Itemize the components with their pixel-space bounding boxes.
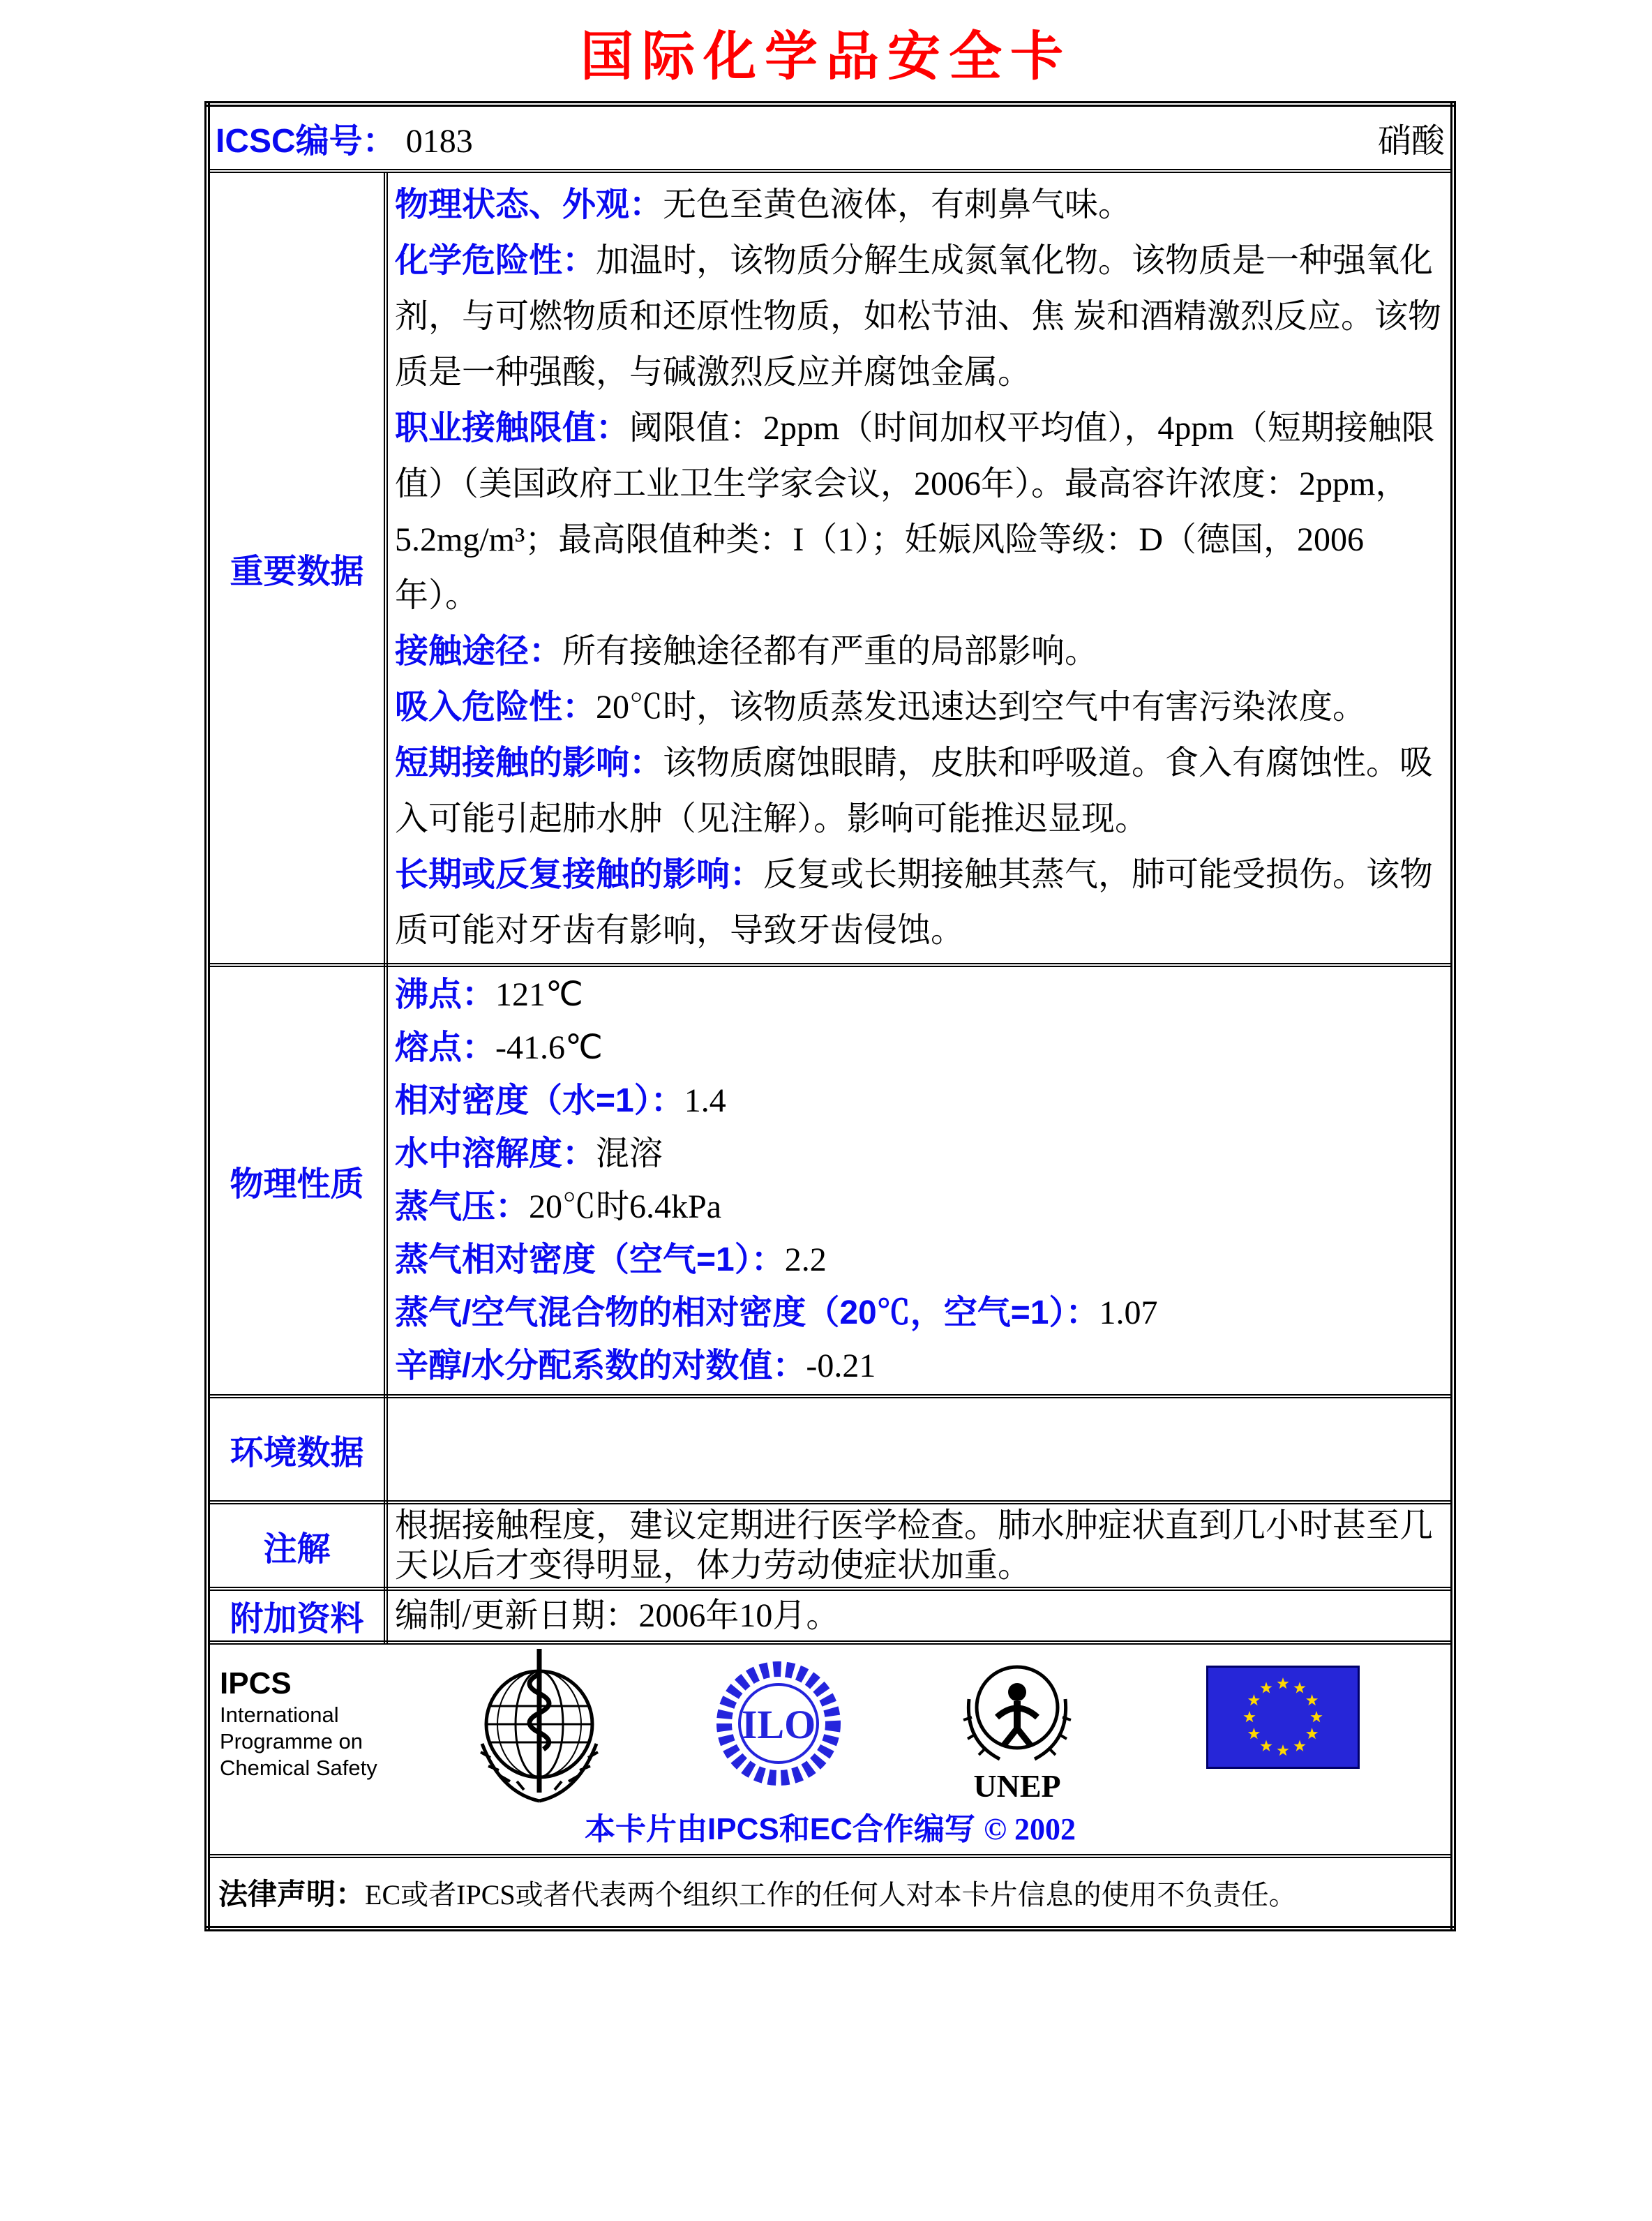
- entry-heading: 蒸气/空气混合物的相对密度（20℃，空气=1）：: [395, 1294, 1099, 1331]
- physical-property-entry: [395, 1128, 1443, 1181]
- entry-text: 20℃时，该物质蒸发迅速达到空气中有害污染浓度。: [596, 689, 1367, 726]
- environmental-data-content: [386, 1396, 1453, 1502]
- entry-text: 20℃时6.4kPa: [529, 1188, 722, 1225]
- additional-info-label: 附加资料: [207, 1589, 386, 1643]
- physical-property-entry: [395, 1022, 1443, 1075]
- entry-text: 该物质腐蚀眼睛，皮肤和呼吸道。食入有腐蚀性。吸入可能引起肺水肿（见注解）。影响可能推迟显现。: [395, 745, 1434, 837]
- physical-property-entry: [395, 1075, 1443, 1128]
- ilo-logo-text: ILO: [741, 1702, 816, 1747]
- important-data-entry: [395, 624, 1443, 680]
- physical-property-entry: [395, 1234, 1443, 1287]
- additional-info-content: [386, 1589, 1453, 1643]
- notes-label: 注解: [207, 1502, 386, 1589]
- physical-properties-content: [386, 965, 1453, 1396]
- entry-heading: 职业接触限值：: [395, 410, 630, 447]
- important-data-entry: [395, 401, 1443, 624]
- entry-text: 1.07: [1099, 1294, 1158, 1331]
- entry-heading: 物理状态、外观：: [395, 186, 663, 223]
- physical-properties-row: [207, 965, 1453, 1396]
- chemical-name: 硝酸: [1377, 123, 1445, 160]
- notes-row: [207, 1502, 1453, 1589]
- icsc-number-group: [216, 114, 473, 162]
- entry-text: 阈限值：2ppm（时间加权平均值），4ppm（短期接触限值）（美国政府工业卫生学家会议，2006年）。最高容许浓度：2ppm，5.2mg/m³；最高限值种类：I（1）；妊娠风险等级：D（德国，2006年）。: [395, 410, 1435, 614]
- logos-row: [207, 1643, 1453, 1856]
- ipcs-text-block: [220, 1666, 377, 1781]
- entry-heading: 辛醇/水分配系数的对数值：: [395, 1347, 806, 1384]
- icsc-number-label: ICSC编号：: [216, 123, 396, 160]
- important-data-entry: [395, 680, 1443, 735]
- important-data-entry: [395, 847, 1443, 959]
- entry-heading: 熔点：: [395, 1029, 496, 1066]
- icsc-number-value: 0183: [405, 123, 473, 160]
- entry-heading: 吸入危险性：: [395, 689, 596, 726]
- ipcs-line: Chemical Safety: [220, 1756, 377, 1780]
- notes-content: [386, 1502, 1453, 1589]
- important-data-entry: [395, 233, 1443, 401]
- legal-label: 法律声明：: [218, 1877, 366, 1910]
- legal-content: [207, 1856, 1453, 1929]
- important-data-content: [386, 171, 1453, 965]
- ipcs-heading: IPCS: [220, 1666, 292, 1700]
- entry-text: -41.6℃: [495, 1029, 603, 1066]
- notes-text: 根据接触程度，建议定期进行医学检查。肺水肿症状直到几小时甚至几天以后才变得明显，体力劳动使症状加重。: [395, 1507, 1434, 1584]
- entry-text: -0.21: [806, 1347, 876, 1384]
- entry-heading: 水中溶解度：: [395, 1135, 596, 1172]
- legal-text: EC或者IPCS或者代表两个组织工作的任何人对本卡片信息的使用不负责任。: [365, 1878, 1297, 1910]
- additional-info-row: [207, 1589, 1453, 1643]
- entry-heading: 蒸气压：: [395, 1188, 530, 1225]
- card-caption-text: 本卡片由IPCS和EC合作编写: [585, 1812, 975, 1846]
- important-data-label: 重要数据: [207, 171, 386, 965]
- entry-heading: 长期或反复接触的影响：: [395, 856, 764, 893]
- entry-text: 反复或长期接触其蒸气，肺可能受损伤。该物质可能对牙齿有影响，导致牙齿侵蚀。: [395, 856, 1434, 949]
- entry-text: 2.2: [784, 1241, 827, 1278]
- entry-heading: 短期接触的影响：: [395, 745, 663, 782]
- ilo-logo-icon: [714, 1652, 843, 1802]
- entry-text: 混溶: [596, 1135, 663, 1172]
- entry-heading: 接触途径：: [395, 633, 563, 670]
- important-data-row: [207, 171, 1453, 965]
- header-row: [207, 104, 1453, 171]
- entry-text: 1.4: [684, 1082, 726, 1119]
- entry-text: 所有接触途径都有严重的局部影响。: [562, 633, 1099, 670]
- ipcs-line: Programme on: [220, 1729, 363, 1753]
- unep-logo-text: UNEP: [973, 1768, 1061, 1804]
- legal-row: [207, 1856, 1453, 1929]
- important-data-entry: [395, 735, 1443, 847]
- eu-flag-icon: [1206, 1666, 1360, 1769]
- entry-text: 无色至黄色液体，有刺鼻气味。: [663, 186, 1132, 223]
- additional-info-text: 编制/更新日期：2006年10月。: [395, 1597, 840, 1634]
- physical-property-entry: [395, 969, 1443, 1022]
- entry-text: 加温时，该物质分解生成氮氧化物。该物质是一种强氧化剂，与可燃物质和还原性物质，如松节油、焦 炭和酒精激烈反应。该物质是一种强酸，与碱激烈反应并腐蚀金属。: [395, 242, 1442, 391]
- physical-properties-label: 物理性质: [207, 965, 386, 1396]
- page-title: 国际化学品安全卡: [580, 28, 1072, 87]
- who-logo-icon: [470, 1646, 609, 1810]
- entry-text: 121℃: [495, 976, 583, 1013]
- ipcs-line: International: [220, 1703, 339, 1727]
- card-caption: [210, 1804, 1450, 1848]
- entry-heading: 蒸气相对密度（空气=1）：: [395, 1241, 785, 1278]
- environmental-data-row: [207, 1396, 1453, 1502]
- physical-property-entry: [395, 1181, 1443, 1234]
- logos-strip: [210, 1645, 1450, 1854]
- header-row-content: [210, 114, 1450, 162]
- important-data-entry: [395, 177, 1443, 233]
- environmental-data-label: 环境数据: [207, 1396, 386, 1502]
- unep-logo-icon: [958, 1650, 1076, 1807]
- physical-property-entry: [395, 1340, 1443, 1393]
- entry-heading: 相对密度（水=1）：: [395, 1082, 684, 1119]
- entry-heading: 沸点：: [395, 976, 496, 1013]
- physical-property-entry: [395, 1287, 1443, 1340]
- entry-heading: 化学危险性：: [395, 242, 596, 279]
- card-caption-copyright: © 2002: [984, 1812, 1076, 1846]
- safety-card-table: [204, 101, 1456, 1931]
